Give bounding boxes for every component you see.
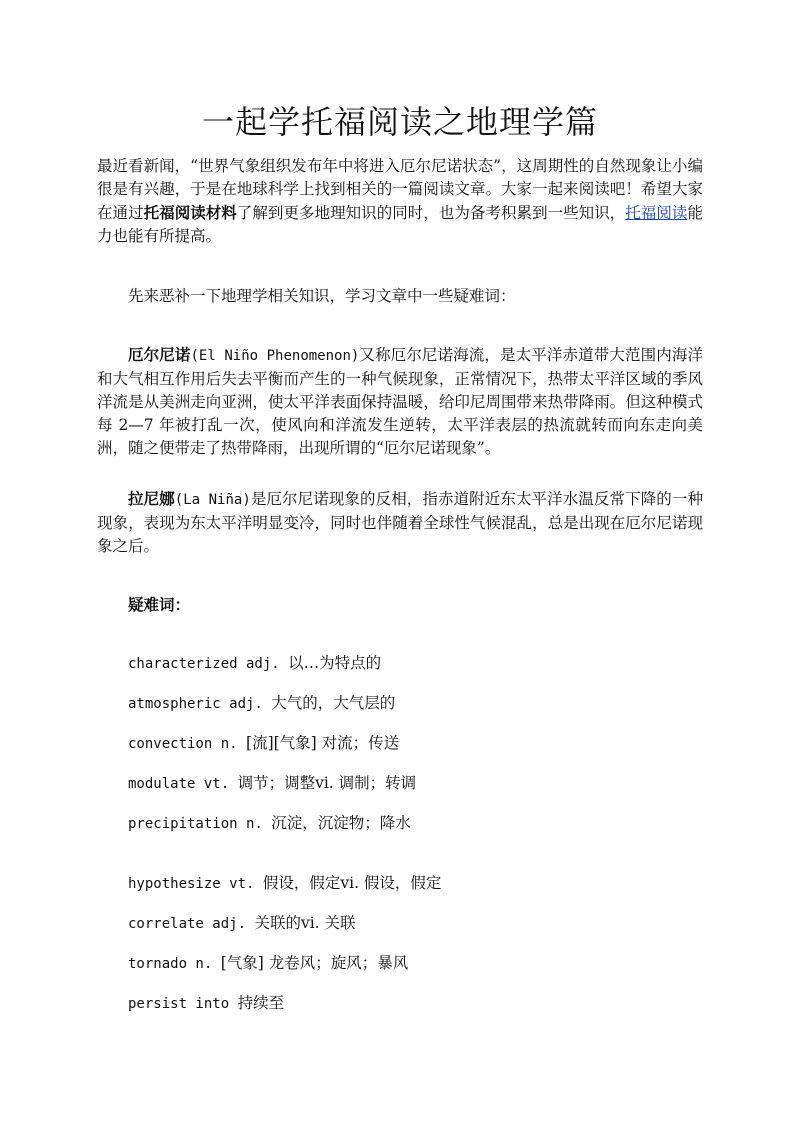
toefl-reading-link[interactable]: 托福阅读 — [625, 204, 688, 222]
lanina-latin: (La Niña) — [174, 492, 251, 508]
vocab-item: hypothesize vt. 假设，假定vi. 假设，假定 — [128, 874, 442, 892]
elnino-text: 又称厄尔尼诺海流，是太平洋赤道带大范围内海洋和大气相互作用后失去平衡而产生的一种气候现象，正常情况下，热带太平洋区域的季风 洋流是从美洲走向亚洲，使太平洋表面保持温暖，给印尼周围带来热带降雨。但这种模式每 2—7 年被打乱一次，使风向和洋流发生逆转，太平洋表层的热流就转而向东走向美洲，随之便带走了热带降雨，出现所谓的“厄尔尼诺现象”。 — [97, 346, 703, 457]
page-title: 一起学托福阅读之地理学篇 — [201, 103, 598, 141]
vocab-item: persist into 持续至 — [128, 994, 285, 1012]
intro-paragraph — [97, 155, 703, 248]
elnino-paragraph — [97, 343, 703, 460]
intro-text-3: 能力也能有所提高。 — [97, 204, 703, 245]
intro-bold-text: 托福阅读材料 — [143, 203, 237, 222]
vocab-item: modulate vt. 调节；调整vi. 调制；转调 — [128, 774, 417, 792]
lanina-text: 是厄尔尼诺现象的反相，指赤道附近东太平洋水温反常下降的一种现象，表现为东太平洋明显变冷，同时也伴随着全球性气候混乱，总是出现在厄尔尼诺现象之后。 — [97, 490, 703, 555]
pre-vocab-paragraph: 先来恶补一下地理学相关知识，学习文章中一些疑难词： — [128, 287, 516, 305]
intro-text-2: 了解到更多地理知识的同时，也为备考积累到一些知识， — [236, 204, 626, 222]
vocab-item: convection n. [流][气象] 对流；传送 — [128, 734, 400, 752]
vocab-item: tornado n. [气象] 龙卷风；旋风；暴风 — [128, 954, 409, 972]
vocab-item: atmospheric adj. 大气的，大气层的 — [128, 694, 396, 712]
vocab-item: precipitation n. 沉淀，沉淀物；降水 — [128, 814, 411, 832]
intro-text-1: 最近看新闻，“世界气象组织发布年中将进入厄尔尼诺状态”，这周期性的自然现象让小编很是有兴趣，于是在地球科学上找到相关的一篇阅读文章。大家一起来阅读吧！希望大家在通过 — [97, 157, 703, 222]
elnino-term: 厄尔尼诺 — [128, 345, 191, 364]
lanina-paragraph — [97, 487, 703, 558]
lanina-term: 拉尼娜 — [128, 489, 175, 508]
vocab-item: correlate adj. 关联的vi. 关联 — [128, 914, 356, 932]
elnino-latin: (El Niño Phenomenon) — [190, 348, 360, 364]
vocab-item: characterized adj. 以…为特点的 — [128, 654, 382, 672]
vocab-heading: 疑难词： — [128, 595, 191, 614]
